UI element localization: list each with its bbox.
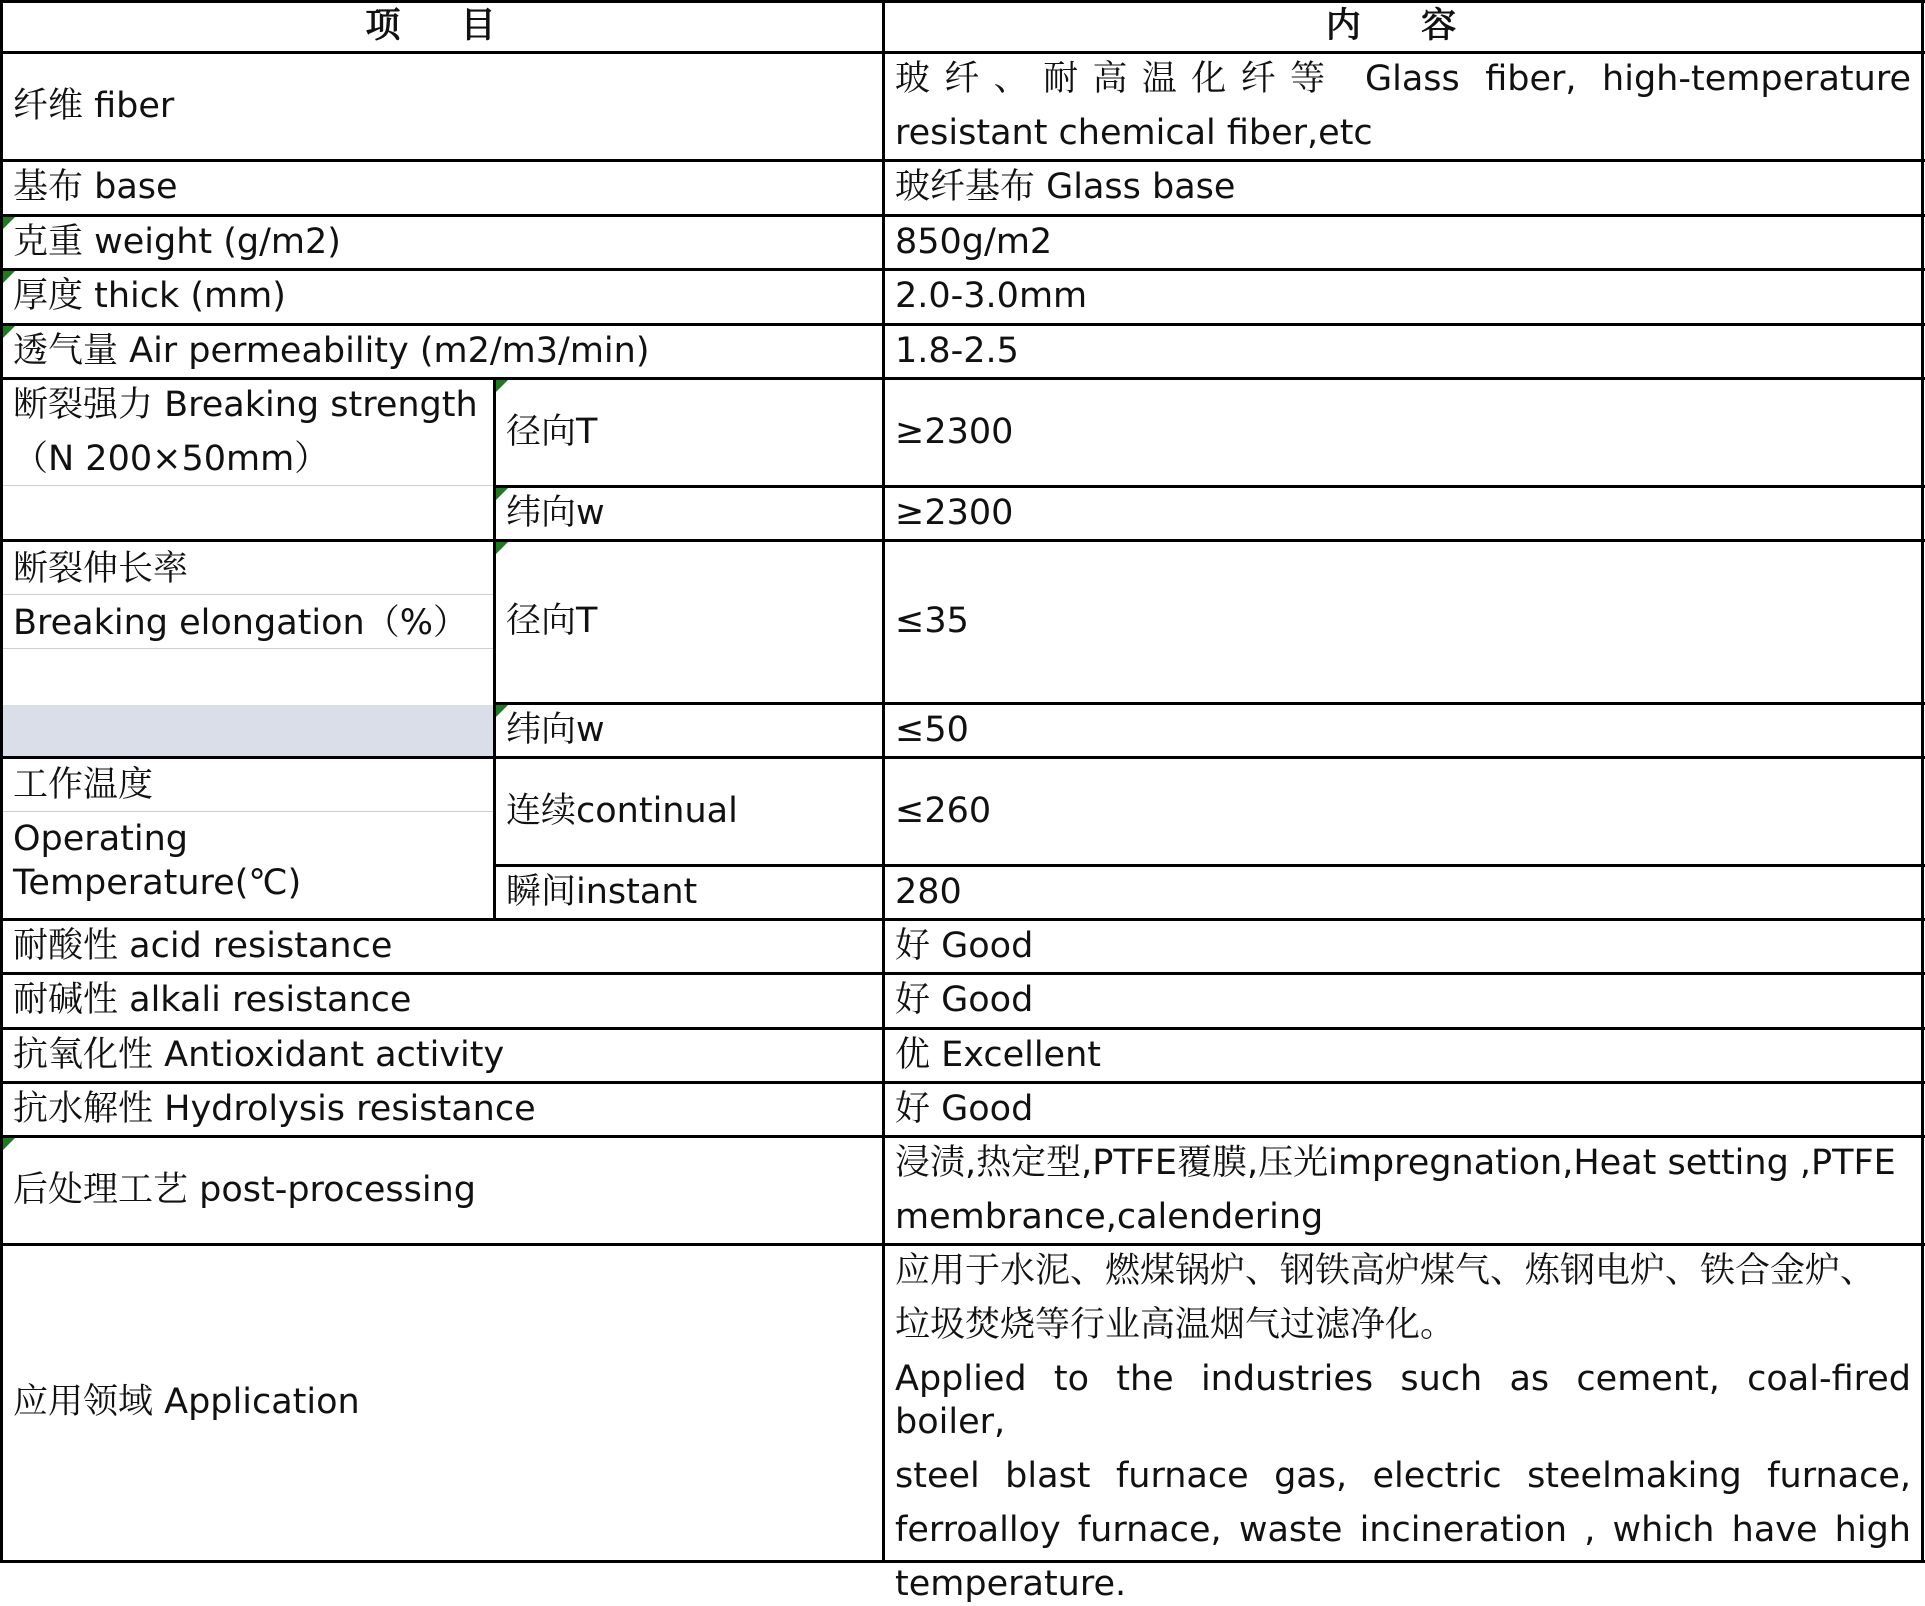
value-line: 垃圾焚烧等行业高温烟气过滤净化。	[895, 1304, 1911, 1348]
row-label-thick: 厚度 thick (mm)	[3, 271, 882, 323]
sub-label-weft: 纬向w	[496, 705, 882, 756]
value-line: 玻纤、耐高温化纤等 Glass fiber, high-temperature	[895, 58, 1911, 102]
row-value-application	[885, 1250, 1921, 1560]
gridline	[3, 485, 493, 486]
value-line: steel blast furnace gas, electric steelmaking furnace,	[895, 1455, 1911, 1499]
label-line: 断裂伸长率	[13, 548, 483, 592]
row-value-air: 1.8-2.5	[885, 326, 1921, 377]
label-line: Operating Temperature(℃)	[13, 818, 483, 906]
label-line: 断裂强力 Breaking strength	[13, 384, 483, 428]
sub-label-warp: 径向T	[496, 542, 882, 702]
value-line: Applied to the industries such as cement, coal-fired boiler,	[895, 1358, 1911, 1446]
header-item: 项 目	[3, 3, 882, 51]
row-value-weft: ≥2300	[885, 488, 1921, 539]
value-line: temperature.	[895, 1563, 1911, 1606]
row-value-alkali: 好 Good	[885, 975, 1921, 1027]
value-line: membrance,calendering	[895, 1196, 1911, 1240]
row-value-fiber	[885, 58, 1921, 159]
value-line: ferroalloy furnace, waste incineration , which have high	[895, 1509, 1911, 1553]
row-label-temperature	[3, 764, 493, 864]
value-line: 浸渍,热定型,PTFE覆膜,压光impregnation,Heat setting ,PTFE	[895, 1142, 1911, 1186]
row-label-application: 应用领域 Application	[3, 1246, 882, 1560]
label-line: 工作温度	[13, 764, 483, 808]
row-label-alkali: 耐碱性 alkali resistance	[3, 975, 882, 1027]
row-value-warp: ≤35	[885, 542, 1921, 702]
border-right	[1921, 0, 1924, 1563]
label-line: Breaking elongation（%）	[13, 602, 483, 646]
value-line: resistant chemical fiber,etc	[895, 112, 1911, 156]
row-value-warp: ≥2300	[885, 380, 1921, 485]
row-value-weight: 850g/m2	[885, 217, 1921, 268]
row-label-base: 基布 base	[3, 162, 882, 214]
row-label-air: 透气量 Air permeability (m2/m3/min)	[3, 326, 882, 377]
row-value-antioxidant: 优 Excellent	[885, 1030, 1921, 1081]
shaded-cell	[3, 705, 493, 756]
row-value-instant: 280	[885, 867, 1921, 918]
row-value-acid: 好 Good	[885, 921, 1921, 972]
sub-label-warp: 径向T	[496, 380, 882, 485]
value-line: 应用于水泥、燃煤锅炉、钢铁高炉煤气、炼钢电炉、铁合金炉、	[895, 1250, 1911, 1294]
row-label-acid: 耐酸性 acid resistance	[3, 921, 882, 972]
row-label-post-processing: 后处理工艺 post-processing	[3, 1138, 882, 1243]
sub-label-instant: 瞬间instant	[496, 867, 882, 918]
row-value-post-processing	[885, 1142, 1921, 1243]
row-label-elongation	[3, 548, 493, 658]
row-label-fiber: 纤维 fiber	[3, 54, 882, 159]
row-label-antioxidant: 抗氧化性 Antioxidant activity	[3, 1030, 882, 1081]
row-label-weight: 克重 weight (g/m2)	[3, 217, 882, 268]
sub-label-continual: 连续continual	[496, 759, 882, 864]
row-value-hydrolysis: 好 Good	[885, 1084, 1921, 1135]
sub-label-weft: 纬向w	[496, 488, 882, 539]
row-value-continual: ≤260	[885, 759, 1921, 864]
row-label-hydrolysis: 抗水解性 Hydrolysis resistance	[3, 1084, 882, 1135]
header-content: 内 容	[885, 3, 1921, 51]
label-line: （N 200×50mm）	[13, 438, 483, 482]
row-value-thick: 2.0-3.0mm	[885, 271, 1921, 323]
row-value-weft: ≤50	[885, 705, 1921, 756]
row-value-base: 玻纤基布 Glass base	[885, 162, 1921, 214]
row-label-breaking-strength	[3, 384, 493, 485]
